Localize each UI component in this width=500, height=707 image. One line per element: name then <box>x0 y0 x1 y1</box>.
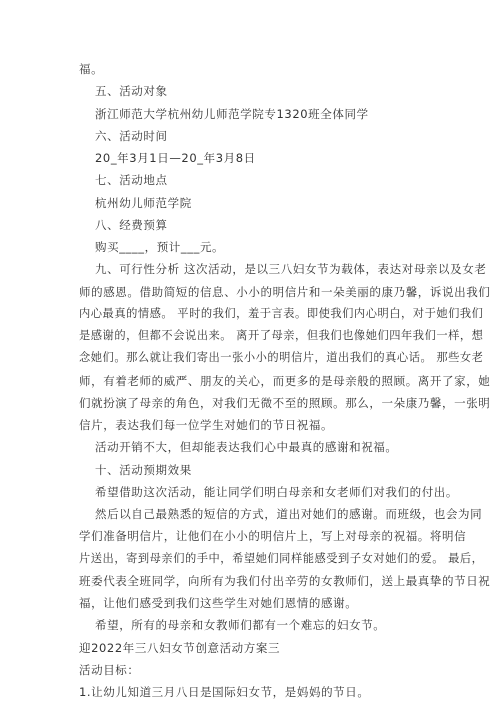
section-heading-activity-time: 六、活动时间 <box>95 129 168 143</box>
text-line: 念她们。那么就让我们寄出一张小小的明信片，道出我们的真心话。 那些女老 <box>79 351 484 364</box>
text-line: 福，让他们感受到我们这些学生对她们恩情的感谢。 <box>79 596 358 610</box>
section-heading-activity-location: 七、活动地点 <box>95 173 168 187</box>
text-line: 20_年3月1日—20_年3月8日 <box>95 151 256 165</box>
text-line: 们就扮演了母亲的角色，对我们无微不至的照顾。那么，一朵康乃馨，一张明 <box>79 396 491 410</box>
text-line: 活动开销不大，但却能表达我们心中最真的感谢和祝福。 <box>95 440 398 454</box>
text-line: 希望，所有的母亲和女教师们都有一个难忘的妇女节。 <box>95 618 386 632</box>
text-line: 信片，表达我们每一位学生对她们的节日祝福。 <box>79 418 334 432</box>
text-line: 片送出，寄到母亲们的手中，希望她们同样能感受到子女对她们的爱。 最后， <box>79 552 484 565</box>
section-heading-activity-target: 五、活动对象 <box>95 84 168 98</box>
text-line: 购买____，预计___元。 <box>95 240 225 254</box>
text-line: 希望借助这次活动，能让同学们明白母亲和女老师们对我们的付出。 <box>95 485 458 499</box>
text-line: 然后以自己最熟悉的短信的方式，道出对她们的感谢。而班级，也会为同 <box>95 507 483 521</box>
text-line: 福。 <box>79 62 104 76</box>
text-line: 班委代表全班同学，向所有为我们付出辛劳的女教师们，送上最真挚的节日祝 <box>79 574 491 588</box>
activity-goals-heading: 活动目标： <box>79 663 140 677</box>
text-line: 学们准备明信片，让他们在小小的明信片上，写上对母亲的祝福。将明信 <box>79 529 467 543</box>
text-line: 内心最真的情感。 平时的我们，羞于言表。即使我们内心明白，对于她们我们 <box>79 307 484 320</box>
plan-title: 迎2022年三八妇女节创意活动方案三 <box>79 641 281 655</box>
text-line: 师，有着老师的威严、朋友的关心，而更多的是母亲般的照顾。离开了家，她 <box>79 374 491 388</box>
text-line: 师的感恩。借助简短的信息、小小的明信片和一朵美丽的康乃馨，诉说出我们 <box>79 285 491 299</box>
text-line: 是感谢的，但都不会说出来。 离开了母亲，但我们也像她们四年我们一样，想 <box>79 329 484 342</box>
text-line: 浙江师范大学杭州幼儿师范学院专1320班全体同学 <box>95 107 369 121</box>
text-line: 杭州幼儿师范学院 <box>95 196 192 210</box>
section-heading-budget: 八、经费预算 <box>95 218 168 232</box>
text-line: 1.让幼儿知道三月八日是国际妇女节，是妈妈的节日。 <box>79 685 370 699</box>
section-heading-expected-effect: 十、活动预期效果 <box>95 463 192 477</box>
section-heading-feasibility: 九、可行性分析 这次活动，是以三八妇女节为载体，表达对母亲以及女老 <box>95 262 487 276</box>
